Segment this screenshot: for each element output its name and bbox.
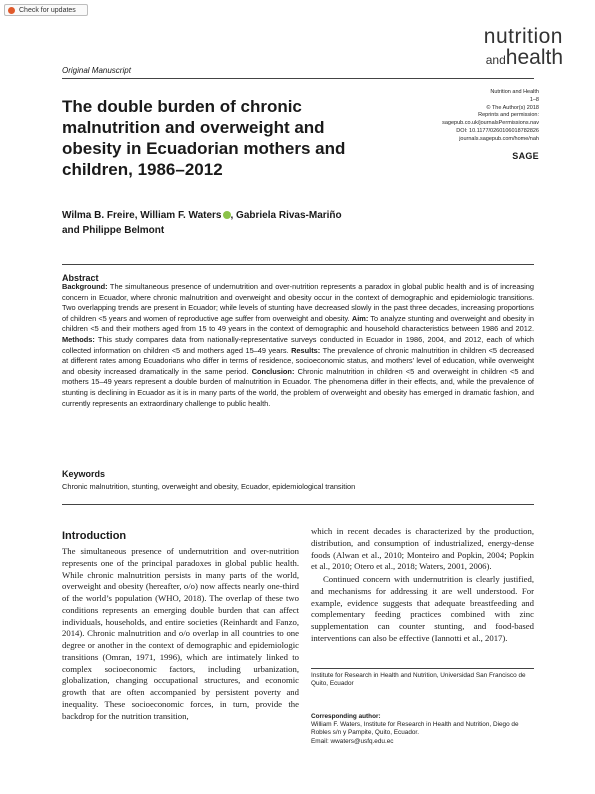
abstract-heading: Abstract [62,273,99,283]
affiliation: Institute for Research in Health and Nutrition, Universidad San Francisco de Quito, Ecuador [311,672,526,688]
article-title: The double burden of chronic malnutrition and overweight and obesity in Ecuadorian mothers and children, 1986–2012 [62,97,346,179]
keywords-heading: Keywords [62,469,106,479]
abstract-body [62,282,534,409]
conclusion-label: Conclusion: [251,366,295,376]
meta-pages: 1–8 [529,96,539,103]
results-label: Results: [291,345,321,355]
conclusion-text: Chronic malnutrition in children <5 and overweight in children <5 and mothers 15–49 years represent a double burden of malnutrition in Ecuador. The phenomena differ in their effects, and, while the prevalence of stunting is declining in Ecuador as it is in many parts of the world, the problem of overweight and obesity has emerged in dramatic fashion, and currently represents an extraordinary challenge to public health. [62,366,535,408]
check-for-updates-icon [8,7,15,14]
corresponding-email[interactable]: Email: wwaters@usfq.edu.ec [311,737,394,745]
introduction-column-2 [311,526,534,645]
methods-text: This study compares data from nationally-representative surveys conducted in Ecuador in 1986, 2004, and 2012, each of which collected information on children <5 and mothers aged 15–49 years. [62,334,534,355]
background-label: Background: [62,282,108,291]
background-text: The simultaneous presence of undernutrition and over-nutrition represents a paradox in global public health and is of increasing concern in Ecuador, where chronic malnutrition and overweight and obesity occur in the context of demographic and epidemiologic transitions. Two overlapping trends are present in Ecuador; while levels of stunting have decreased slowly in the past three decades, increasing proportions of children <5 years and women of reproductive age suffer from overweight and obesity. [62,282,534,323]
intro-paragraph-2: Continued concern with undernutrition is clearly justified, and mechanisms for addressing it are well understood. For example, evidence suggests that adequate breastfeeding and complementary feeding practices combined with zinc supplementation can counter stunting, and food-based interventions can also be effective (Iannotti et al., 2017). [311,574,534,643]
check-for-updates-badge[interactable] [4,4,88,16]
journal-logo-and: and [485,53,506,67]
article-meta [389,89,539,144]
aim-text: To analyze stunting and overweight and obesity in children <5 and their mothers aged from 15 to 49 years in the context of demographic and household characteristics between 1986 and 2012. [62,313,535,334]
author-list [62,208,462,238]
journal-logo-line1: nutrition [483,25,563,48]
meta-reprints: Reprints and permission: [478,112,539,119]
authors-part2: , Gabriela Rivas-Mariño [230,210,342,221]
authors-part1: Wilma B. Freire, William F. Waters [62,210,222,221]
article-type: Original Manuscript [62,66,131,75]
meta-copyright: © The Author(s) 2018 [486,104,539,111]
badge-label: Check for updates [19,7,76,14]
meta-doi[interactable]: DOI: 10.1177/0260106018782826 [456,127,539,134]
corresponding-author [311,721,534,746]
abstract-divider [62,264,534,265]
footnote-divider [311,668,534,669]
journal-logo-health: health [505,46,563,69]
intro-paragraph-continued: which in recent decades is characterized by the production, distribution, and consumption of industrialized, energy-dense foods (Alwan et al., 2010; Monteiro and Popkin, 2004; Popkin et al., 2010; Otero et al., 2018; Waters, 2001, 2006). [311,526,534,572]
keywords-divider [62,504,534,505]
sage-logo: SAGE [512,151,539,161]
corresponding-address: William F. Waters, Institute for Research in Health and Nutrition, Diego de Robles s/n y Pampite, Quito, Ecuador. [311,721,519,737]
aim-label: Aim: [351,313,369,323]
meta-journal-link[interactable]: journals.sagepub.com/home/nah [459,135,539,142]
meta-permissions-link[interactable]: sagepub.co.uk/journalsPermissions.nav [442,120,539,127]
introduction-column-1: The simultaneous presence of undernutrition and over-nutrition represents one of the principal paradoxes in global public health. While chronic malnutrition persists in many parts of the world, overweight and obesity (hereafter, o/o) now affects nearly one-third of the world’s population (WHO, 2018). The overlap of these two conditions represents an emerging double burden that can affect individuals, households, and entire societies (Reinhardt and Fanzo, 2014). Chronic malnutrition and o/o overlap in all countries to one degree or another in the context of demographic and epidemiologic transitions (Omran, 1971, 1996), which are intimately linked to complex socioeconomic factors, including urbanization, globalization, changing occupational structures, and economic growth that are often accompanied by persistent poverty and inequality. These socioeconomic forces, in turn, provide the backdrop for the nutrition transition, [62,546,299,721]
journal-logo [484,26,563,68]
results-text: The prevalence of chronic malnutrition in children <5 decreased at different rates among Ecuadorians who differ in terms of residence, socioeconomic status, and mothers’ level of education, while overweight and obesity increased dramatically in the same period. [62,345,534,376]
authors-part3: and Philippe Belmont [62,225,165,236]
orcid-icon[interactable] [223,211,231,219]
header-divider [62,78,534,79]
meta-journal: Nutrition and Health [490,89,539,95]
introduction-heading: Introduction [62,530,127,542]
keywords-list: Chronic malnutrition, stunting, overweight and obesity, Ecuador, epidemiological transition [62,482,356,491]
corresponding-heading: Corresponding author: [311,713,381,720]
methods-label: Methods: [62,334,95,344]
journal-logo-line2 [484,47,563,68]
